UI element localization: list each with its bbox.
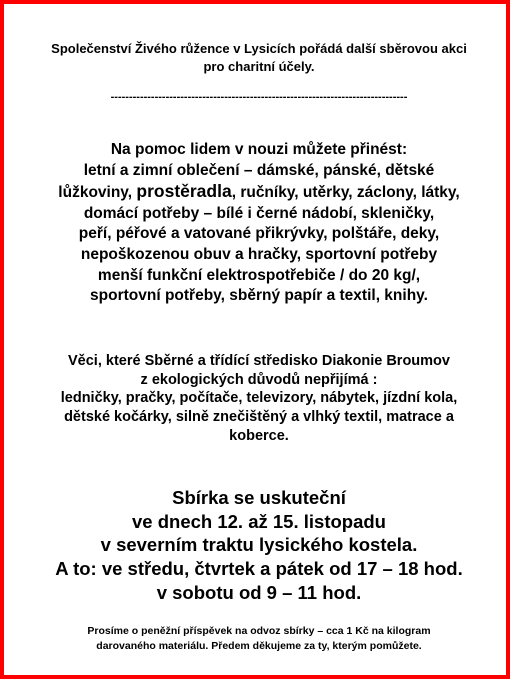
rejected-item-line: koberce. <box>229 427 289 444</box>
event-details-section <box>4 486 510 605</box>
accepted-text: lůžkoviny, <box>58 184 137 202</box>
accepted-text: , ručníky, utěrky, záclony, látky, <box>231 184 460 202</box>
event-location: v severním traktu lysického kostela. <box>100 534 418 556</box>
intro-line: Společenství Živého růžence v Lysicích pořádá další sběrovou akci <box>51 41 467 56</box>
rejected-item-line: ledničky, pračky, počítače, televizory, nábytek, jízdní kola, <box>60 390 458 407</box>
dashed-divider: --------------------------------------------------------------------------------- <box>110 91 408 103</box>
note-line: Prosíme o peněžní příspěvek na odvoz sbírky – cca 1 Kč na kilogram <box>87 625 431 637</box>
event-weekday-hours: A to: ve středu, čtvrtek a pátek od 17 – 18 hod. <box>55 558 463 580</box>
accepted-item-line: domácí potřeby – bílé i černé nádobí, skleničky, <box>83 204 435 222</box>
accepted-item-line <box>4 181 510 204</box>
donation-note <box>4 624 510 653</box>
accepted-item-line: letní a zimní oblečení – dámské, pánské, dětské <box>83 161 435 179</box>
accepted-items-section <box>4 140 510 307</box>
intro-paragraph <box>4 40 510 76</box>
rejected-item-line: dětské kočárky, silně znečištěný a vlhký textil, matrace a <box>64 409 454 426</box>
accepted-item-line: menší funkční elektrospotřebiče / do 20 kg/, <box>97 266 421 284</box>
accepted-item-line: nepoškozenou obuv a hračky, sportovní potřeby <box>80 245 438 263</box>
event-saturday-hours: v sobotu od 9 – 11 hod. <box>156 581 362 603</box>
event-dates: ve dnech 12. až 15. listopadu <box>132 510 386 532</box>
note-line: darovaného materiálu. Předem děkujeme za ty, kterým pomůžete. <box>96 639 422 652</box>
intro-line: pro charitní účely. <box>203 59 315 74</box>
accepted-heading: Na pomoc lidem v nouzi můžete přinést: <box>110 141 408 158</box>
event-title: Sbírka se uskuteční <box>172 487 346 508</box>
accepted-item-line: peří, péřové a vatované přikrývky, polštáře, deky, <box>78 225 440 243</box>
rejected-items-section <box>4 352 510 446</box>
rejected-heading: Věci, které Sběrné a třídící středisko Diakonie Broumov <box>68 353 450 369</box>
accepted-emphasis: prostěradla <box>136 181 232 202</box>
accepted-item-line: sportovní potřeby, sběrný papír a textil, knihy. <box>90 287 428 305</box>
rejected-heading: z ekologických důvodů nepřijímá : <box>140 371 378 388</box>
